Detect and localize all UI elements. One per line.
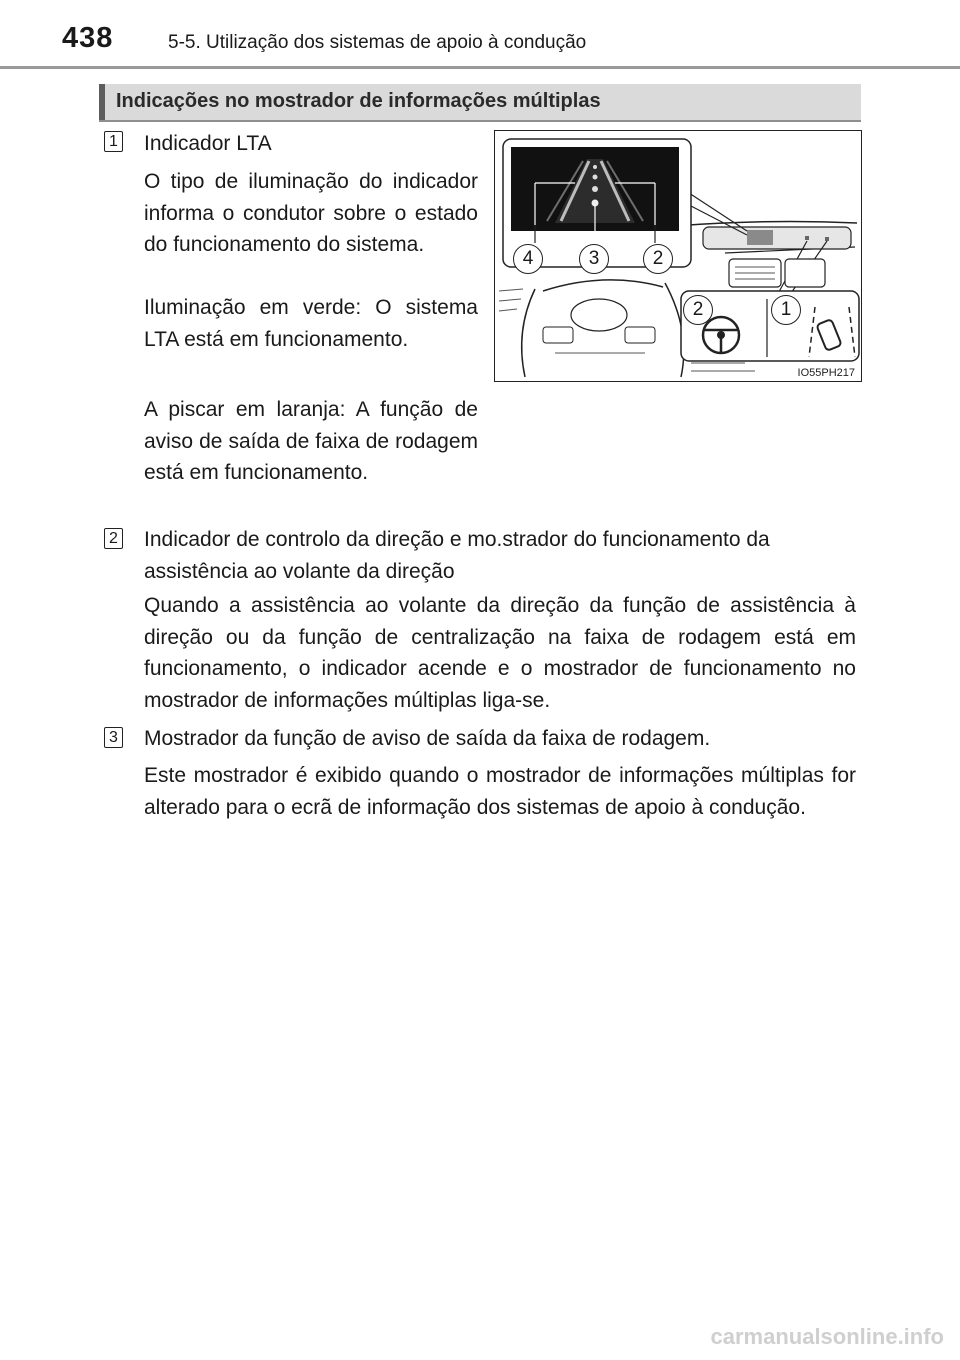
item-paragraph: O tipo de iluminação do indicador informa o condutor sobre o estado do funcionamento do sistema.: [144, 170, 478, 256]
section-heading: Indicações no mostrador de informações múltiplas: [116, 90, 601, 112]
figure-code: IO55PH217: [797, 367, 855, 379]
section-heading-accent: [99, 84, 105, 120]
callout-number: 2: [643, 244, 673, 274]
page-number: 438: [62, 22, 114, 54]
item-number-badge: 1: [104, 131, 123, 152]
item-title: Mostrador da função de aviso de saída da faixa de rodagem.: [144, 727, 711, 750]
running-header: 5-5. Utilização dos sistemas de apoio à condução: [168, 32, 587, 53]
item-title: Indicador de controlo da direção e mo.strador do funcionamento da assistência ao volante da direção: [144, 528, 770, 583]
callout-number: 4: [513, 244, 543, 274]
section-heading-bar: [99, 84, 861, 122]
callout-number: 1: [771, 295, 801, 325]
callout-number: 3: [579, 244, 609, 274]
item-paragraph: Iluminação em verde: O sistema LTA está em funcionamento.: [144, 296, 478, 351]
header-divider: [0, 66, 960, 69]
item-paragraph: Este mostrador é exibido quando o mostrador de informações múltiplas for alterado para o ecrã de informação dos sistemas de apoio à condução.: [144, 764, 856, 819]
dashboard-illustration: [494, 130, 862, 382]
item-paragraph: Quando a assistência ao volante da direção da função de assistência à direção ou da função de centralização na faixa de rodagem está em funcionamento, o indicador acende e o mostrador de funcionamento no mostrador de informações múltiplas liga-se.: [144, 594, 856, 712]
dashboard-drawing: [495, 131, 862, 382]
watermark: carmanualsonline.info: [710, 1324, 944, 1349]
item-paragraph: A piscar em laranja: A função de aviso de saída de faixa de rodagem está em funcionamento.: [144, 398, 478, 484]
callout-number: 2: [683, 295, 713, 325]
item-number-badge: 2: [104, 528, 123, 549]
item-title: Indicador LTA: [144, 132, 272, 155]
item-number-badge: 3: [104, 727, 123, 748]
